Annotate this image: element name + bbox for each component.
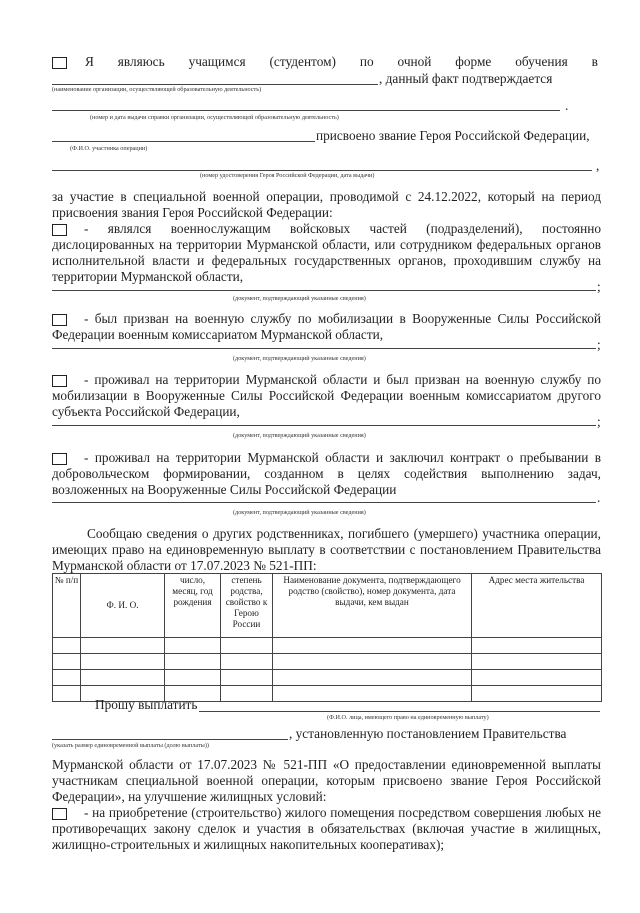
student-statement (85, 54, 598, 70)
recipient-fio-field[interactable] (199, 711, 600, 712)
option-volunteer-contract-checkbox[interactable] (52, 453, 67, 465)
table-cell[interactable] (81, 670, 165, 686)
option-1-document-field[interactable] (52, 290, 596, 291)
word: форме (455, 54, 492, 69)
option-2-line-2: Федерации военным комиссариатом Мурманской области, (52, 327, 384, 342)
table-cell[interactable] (273, 686, 472, 702)
relatives-line-3: Мурманской области от 17.07.2023 № 521-ПП: (52, 558, 317, 573)
option-1-end-mark: ; (597, 279, 601, 294)
table-cell[interactable] (472, 638, 602, 654)
option-4-end-mark: . (597, 490, 601, 505)
housing-line-3: жилищно-строительных и жилищных накопительных кооперативах); (52, 837, 445, 852)
option-mobilized-other-region-checkbox[interactable] (52, 375, 67, 387)
relatives-table (52, 573, 602, 702)
option-4-document-field[interactable] (52, 502, 596, 503)
option-3-caption: (документ, подтверждающий указанные сведения) (233, 432, 366, 439)
table-cell[interactable] (472, 686, 602, 702)
established-by-text: , установленную постановлением Правительства (289, 726, 567, 741)
option-3-line-2: мобилизации в Вооруженные Силы Российской Федерации военным комиссариатом другого (52, 388, 601, 403)
table-cell[interactable] (273, 670, 472, 686)
word: (студентом) (269, 54, 336, 69)
table-cell[interactable] (472, 654, 602, 670)
table-cell[interactable] (165, 670, 221, 686)
table-cell[interactable] (53, 654, 81, 670)
final-line-3: Федерации», на улучшение жилищных условий: (52, 789, 327, 804)
word: учащимся (188, 54, 246, 69)
option-1-line-1: - являлся военнослужащим войсковых частей (подразделений), постоянно (84, 221, 601, 236)
option-4-line-2: добровольческом формировании, созданном в целях содействия выполнению задач, (52, 466, 601, 481)
option-1-line-2: дислоцированных на территории Мурманской области, или сотрудником федеральных органов (52, 237, 601, 252)
org-name-caption: (наименование организации, осуществляющей образовательную деятельность) (52, 86, 262, 93)
relatives-line-1: Сообщаю сведения о других родственниках, погибшего (умершего) участника операции, (87, 526, 601, 541)
option-2-document-field[interactable] (52, 348, 596, 349)
recipient-fio-caption: (Ф.И.О. лица, имеющего право на единовременную выплату) (327, 714, 489, 721)
hero-title-text: присвоено звание Героя Российской Федерации, (316, 128, 590, 143)
option-servicemember-checkbox[interactable] (52, 224, 67, 236)
word: очной (397, 54, 432, 69)
table-cell[interactable] (165, 638, 221, 654)
final-line-2: участникам специальной военной операции, которым присвоено звание Героя Российской (52, 773, 601, 788)
payment-amount-field[interactable] (52, 739, 288, 740)
option-2-line-1: - был призван на военную службу по мобилизации в Вооруженные Силы Российской (84, 311, 601, 326)
relatives-line-2: имеющих право на единовременную выплату в соответствии с постановлением Правительства (52, 542, 601, 557)
word: обучения (515, 54, 568, 69)
word: Я (85, 54, 94, 69)
table-cell[interactable] (221, 686, 273, 702)
option-3-line-1: - проживал на территории Мурманской области и был призван на военную службу по (84, 372, 601, 387)
col-address-header: Адрес места жительства (472, 574, 602, 638)
option-housing-purchase-checkbox[interactable] (52, 808, 67, 820)
table-cell[interactable] (53, 670, 81, 686)
table-cell[interactable] (472, 670, 602, 686)
hero-certificate-field[interactable] (52, 170, 592, 171)
org-name-field[interactable] (52, 84, 378, 85)
table-cell[interactable] (81, 654, 165, 670)
option-4-line-3: возложенных на Вооруженные Силы Российской Федерации (52, 482, 397, 497)
option-1-line-4: территории Мурманской области, (52, 269, 244, 284)
option-mobilized-murmansk-checkbox[interactable] (52, 314, 67, 326)
table-cell[interactable] (221, 670, 273, 686)
final-line-1: Мурманской области от 17.07.2023 № 521-ПП «О предоставлении единовременной выплаты (52, 757, 601, 772)
table-cell[interactable] (221, 638, 273, 654)
table-row (53, 654, 602, 670)
col-birthdate-header: число, месяц, год рождения (165, 574, 221, 638)
participant-fio-field[interactable] (52, 141, 315, 142)
table-cell[interactable] (273, 638, 472, 654)
payment-request-text: Прошу выплатить (95, 697, 198, 712)
word: являюсь (117, 54, 165, 69)
word: в (591, 54, 598, 69)
table-cell[interactable] (53, 638, 81, 654)
payment-amount-caption: (указать размер единовременной выплаты (долю выплаты)) (52, 742, 209, 749)
word: по (359, 54, 374, 69)
student-checkbox[interactable] (52, 57, 67, 69)
housing-line-1: - на приобретение (строительство) жилого помещения посредством совершения любых не (84, 805, 601, 820)
period-mark: . (565, 98, 569, 113)
table-cell[interactable] (221, 654, 273, 670)
col-number-header: № п/п (53, 574, 81, 638)
table-row (53, 670, 602, 686)
table-cell[interactable] (165, 654, 221, 670)
option-4-line-1: - проживал на территории Мурманской области и заключил контракт о пребывании в (84, 450, 601, 465)
hero-certificate-caption: (номер удостоверения Героя Российской Федерации, дата выдачи) (200, 172, 375, 179)
intro-line-2: присвоения звания Героя Российской Федерации: (52, 205, 333, 220)
option-1-line-3: исполнительной власти и федеральных государственных органов, проходившим службу на (52, 253, 601, 268)
participant-fio-caption: (Ф.И.О. участника операции) (70, 145, 148, 152)
fact-confirmed-text: , данный факт подтверждается (379, 71, 553, 86)
option-3-line-3: субъекта Российской Федерации, (52, 404, 240, 419)
option-1-caption: (документ, подтверждающий указанные сведения) (233, 295, 366, 302)
option-2-end-mark: ; (597, 337, 601, 352)
intro-line-1: за участие в специальной военной операции, проводимой с 24.12.2022, который на период (52, 189, 601, 204)
certificate-ref-caption: (номер и дата выдачи справки организации, осуществляющей образовательную деятельность) (90, 114, 339, 121)
option-3-end-mark: ; (597, 414, 601, 429)
comma-mark: , (596, 158, 600, 173)
table-row (53, 638, 602, 654)
col-kinship-header: степень родства, свойство к Герою России (221, 574, 273, 638)
table-cell[interactable] (53, 686, 81, 702)
option-4-caption: (документ, подтверждающий указанные сведения) (233, 509, 366, 516)
housing-line-2: противоречащих закону сделок и участия в обязательствах (включая участие в жилищных, (52, 821, 601, 836)
option-3-document-field[interactable] (52, 425, 596, 426)
col-document-header: Наименование документа, подтверждающего родство (свойство), номер документа, дата выдачи, кем выдан (273, 574, 472, 638)
certificate-ref-field[interactable] (52, 110, 560, 111)
col-fio-header: Ф. И. О. (81, 574, 165, 638)
option-2-caption: (документ, подтверждающий указанные сведения) (233, 355, 366, 362)
table-cell[interactable] (273, 654, 472, 670)
table-cell[interactable] (81, 638, 165, 654)
